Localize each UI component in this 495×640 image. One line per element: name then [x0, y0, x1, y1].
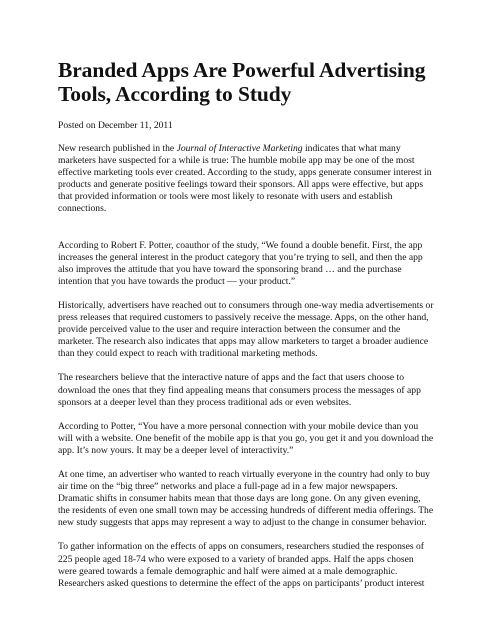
paragraph-potter-quote: According to Robert F. Potter, coauthor of the study, “We found a double benefit. First, the app increases the general interest in the product category that you’re trying to sell, and then the app also improves the attitude that you have toward the sponsoring brand … and the purchase intention that you have towards the product — your product.”	[58, 239, 423, 287]
paragraph-personal-connection: According to Potter, “You have a more personal connection with your mobile device than you will with a website. One benefit of the mobile app is that you go, you get it and you download the app. It’s now yours. It may be a deeper level of interactivity.”	[58, 420, 434, 456]
paragraph-interactive-nature: The researchers believe that the interactive nature of apps and the fact that users choose to download the ones that they find appealing means that consumers process the messages of app sponsors at a deeper level than they process traditional ads or even websites.	[58, 372, 421, 408]
article-page	[58, 58, 434, 602]
paragraph-intro-pre: New research published in the	[58, 143, 177, 154]
paragraph-history: Historically, advertisers have reached out to consumers through one-way media advertisements or press releases that required customers to passively receive the message. Apps, on the other hand, provide perceived value to the user and require interaction between the consumer and the marketer. The research also indicates that apps may allow marketers to target a broader audience than they could expect to reach with traditional marketing methods.	[58, 299, 434, 360]
article-title: Branded Apps Are Powerful Advertising Tools, According to Study	[58, 58, 426, 106]
paragraph-methodology: To gather information on the effects of apps on consumers, researchers studied the responses of 225 people aged 18-74 who were exposed to a variety of branded apps. Half the apps chosen were geared towards a female demographic and half were aimed at a male demographic. Researchers asked questions to determine the effect of the apps on participants’ product interest	[58, 541, 425, 589]
posted-date: Posted on December 11, 2011	[58, 120, 173, 131]
paragraph-intro-post: indicates that what many marketers have suspected for a while is true: The humble mobile app may be one of the most effective marketing tools ever created. According to the study, apps generate consumer interest in products and generate positive feelings toward their sponsors. All apps were effective, but apps that provided information or tools were most likely to resonate with users and establish connections.	[58, 143, 432, 215]
paragraph-media-shift: At one time, an advertiser who wanted to reach virtually everyone in the country had only to buy air time on the “big three” networks and place a full-page ad in a few major newspapers. Dramatic shifts in consumer habits mean that those days are long gone. On any given evening, the residents of even one small town may be accessing hundreds of different media offerings. The new study suggests that apps may represent a way to adjust to the change in consumer behavior.	[58, 468, 434, 529]
journal-name: Journal of Interactive Marketing	[176, 143, 303, 154]
paragraph-intro	[58, 143, 434, 216]
